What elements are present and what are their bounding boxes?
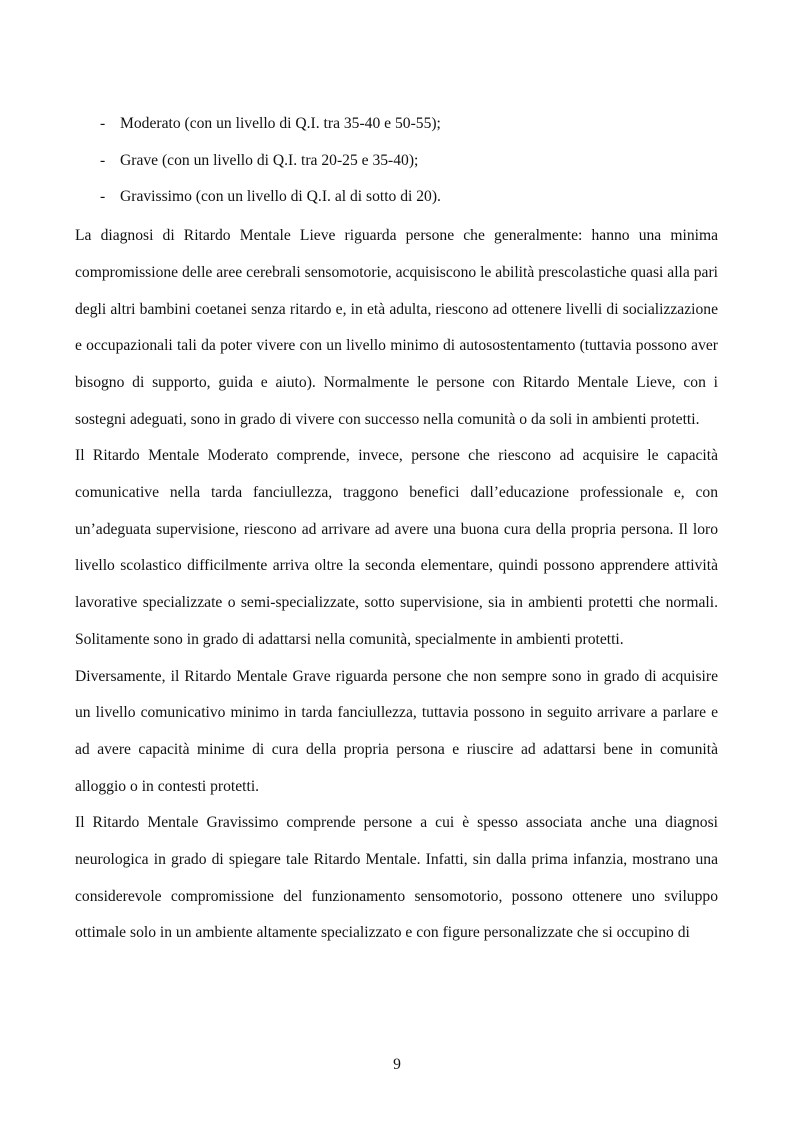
- paragraph-gravissimo: Il Ritardo Mentale Gravissimo comprende persone a cui è spesso associata anche una diagnosi neurologica in grado di spiegare tale Ritardo Mentale. Infatti, sin dalla prima infanzia, mostrano una considerevole compromissione del funzionamento sensomotorio, possono ottenere uno sviluppo ottimale solo in un ambiente altamente specializzato e con figure personalizzate che si occupino di: [75, 814, 718, 942]
- list-dash: -: [100, 115, 106, 132]
- page-number: 9: [393, 1056, 401, 1073]
- list-item: [75, 143, 718, 180]
- list-item-text: Moderato (con un livello di Q.I. tra 35-40 e 50-55);: [120, 115, 441, 132]
- list-item: [75, 179, 718, 216]
- list-dash: -: [100, 188, 106, 206]
- list-item-text: Gravissimo (con un livello di Q.I. al di sotto di 20).: [120, 188, 441, 206]
- severity-list: [75, 106, 718, 216]
- paragraph-moderato: Il Ritardo Mentale Moderato comprende, invece, persone che riescono ad acquisire le capacità comunicative nella tarda fanciullezza, traggono benefici dall’educazione professionale e, con un’adeguata supervisione, riescono ad arrivare ad avere una buona cura della propria persona. Il loro livello scolastico difficilmente arriva oltre la seconda elementare, quindi possono apprendere attività lavorative specializzate o semi-specializzate, sotto supervisione, sia in ambienti protetti che normali. Solitamente sono in grado di adattarsi nella comunità, specialmente in ambienti protetti.: [75, 447, 718, 648]
- paragraph-grave: Diversamente, il Ritardo Mentale Grave riguarda persone che non sempre sono in grado di acquisire un livello comunicativo minimo in tarda fanciullezza, tuttavia possono in seguito arrivare a parlare e ad avere capacità minime di cura della propria persona e riuscire ad adattarsi bene in comunità alloggio o in contesti protetti.: [75, 667, 718, 795]
- paragraph-lieve: La diagnosi di Ritardo Mentale Lieve riguarda persone che generalmente: hanno una minima compromissione delle aree cerebrali sensomotorie, acquisiscono le abilità prescolastiche quasi alla pari degli altri bambini coetanei senza ritardo e, in età adulta, riescono ad ottenere livelli di socializzazione e occupazionali tali da poter vivere con un livello minimo di autosostentamento (tuttavia possono aver bisogno di supporto, guida e aiuto). Normalmente le persone con Ritardo Mentale Lieve, con i sostegni adeguati, sono in grado di vivere con successo nella comunità o da soli in ambienti protetti.: [75, 227, 718, 428]
- list-item-text: Grave (con un livello di Q.I. tra 20-25 e 35-40);: [120, 151, 419, 169]
- document-page: [75, 106, 718, 952]
- list-dash: -: [100, 151, 106, 169]
- list-item: [75, 106, 718, 143]
